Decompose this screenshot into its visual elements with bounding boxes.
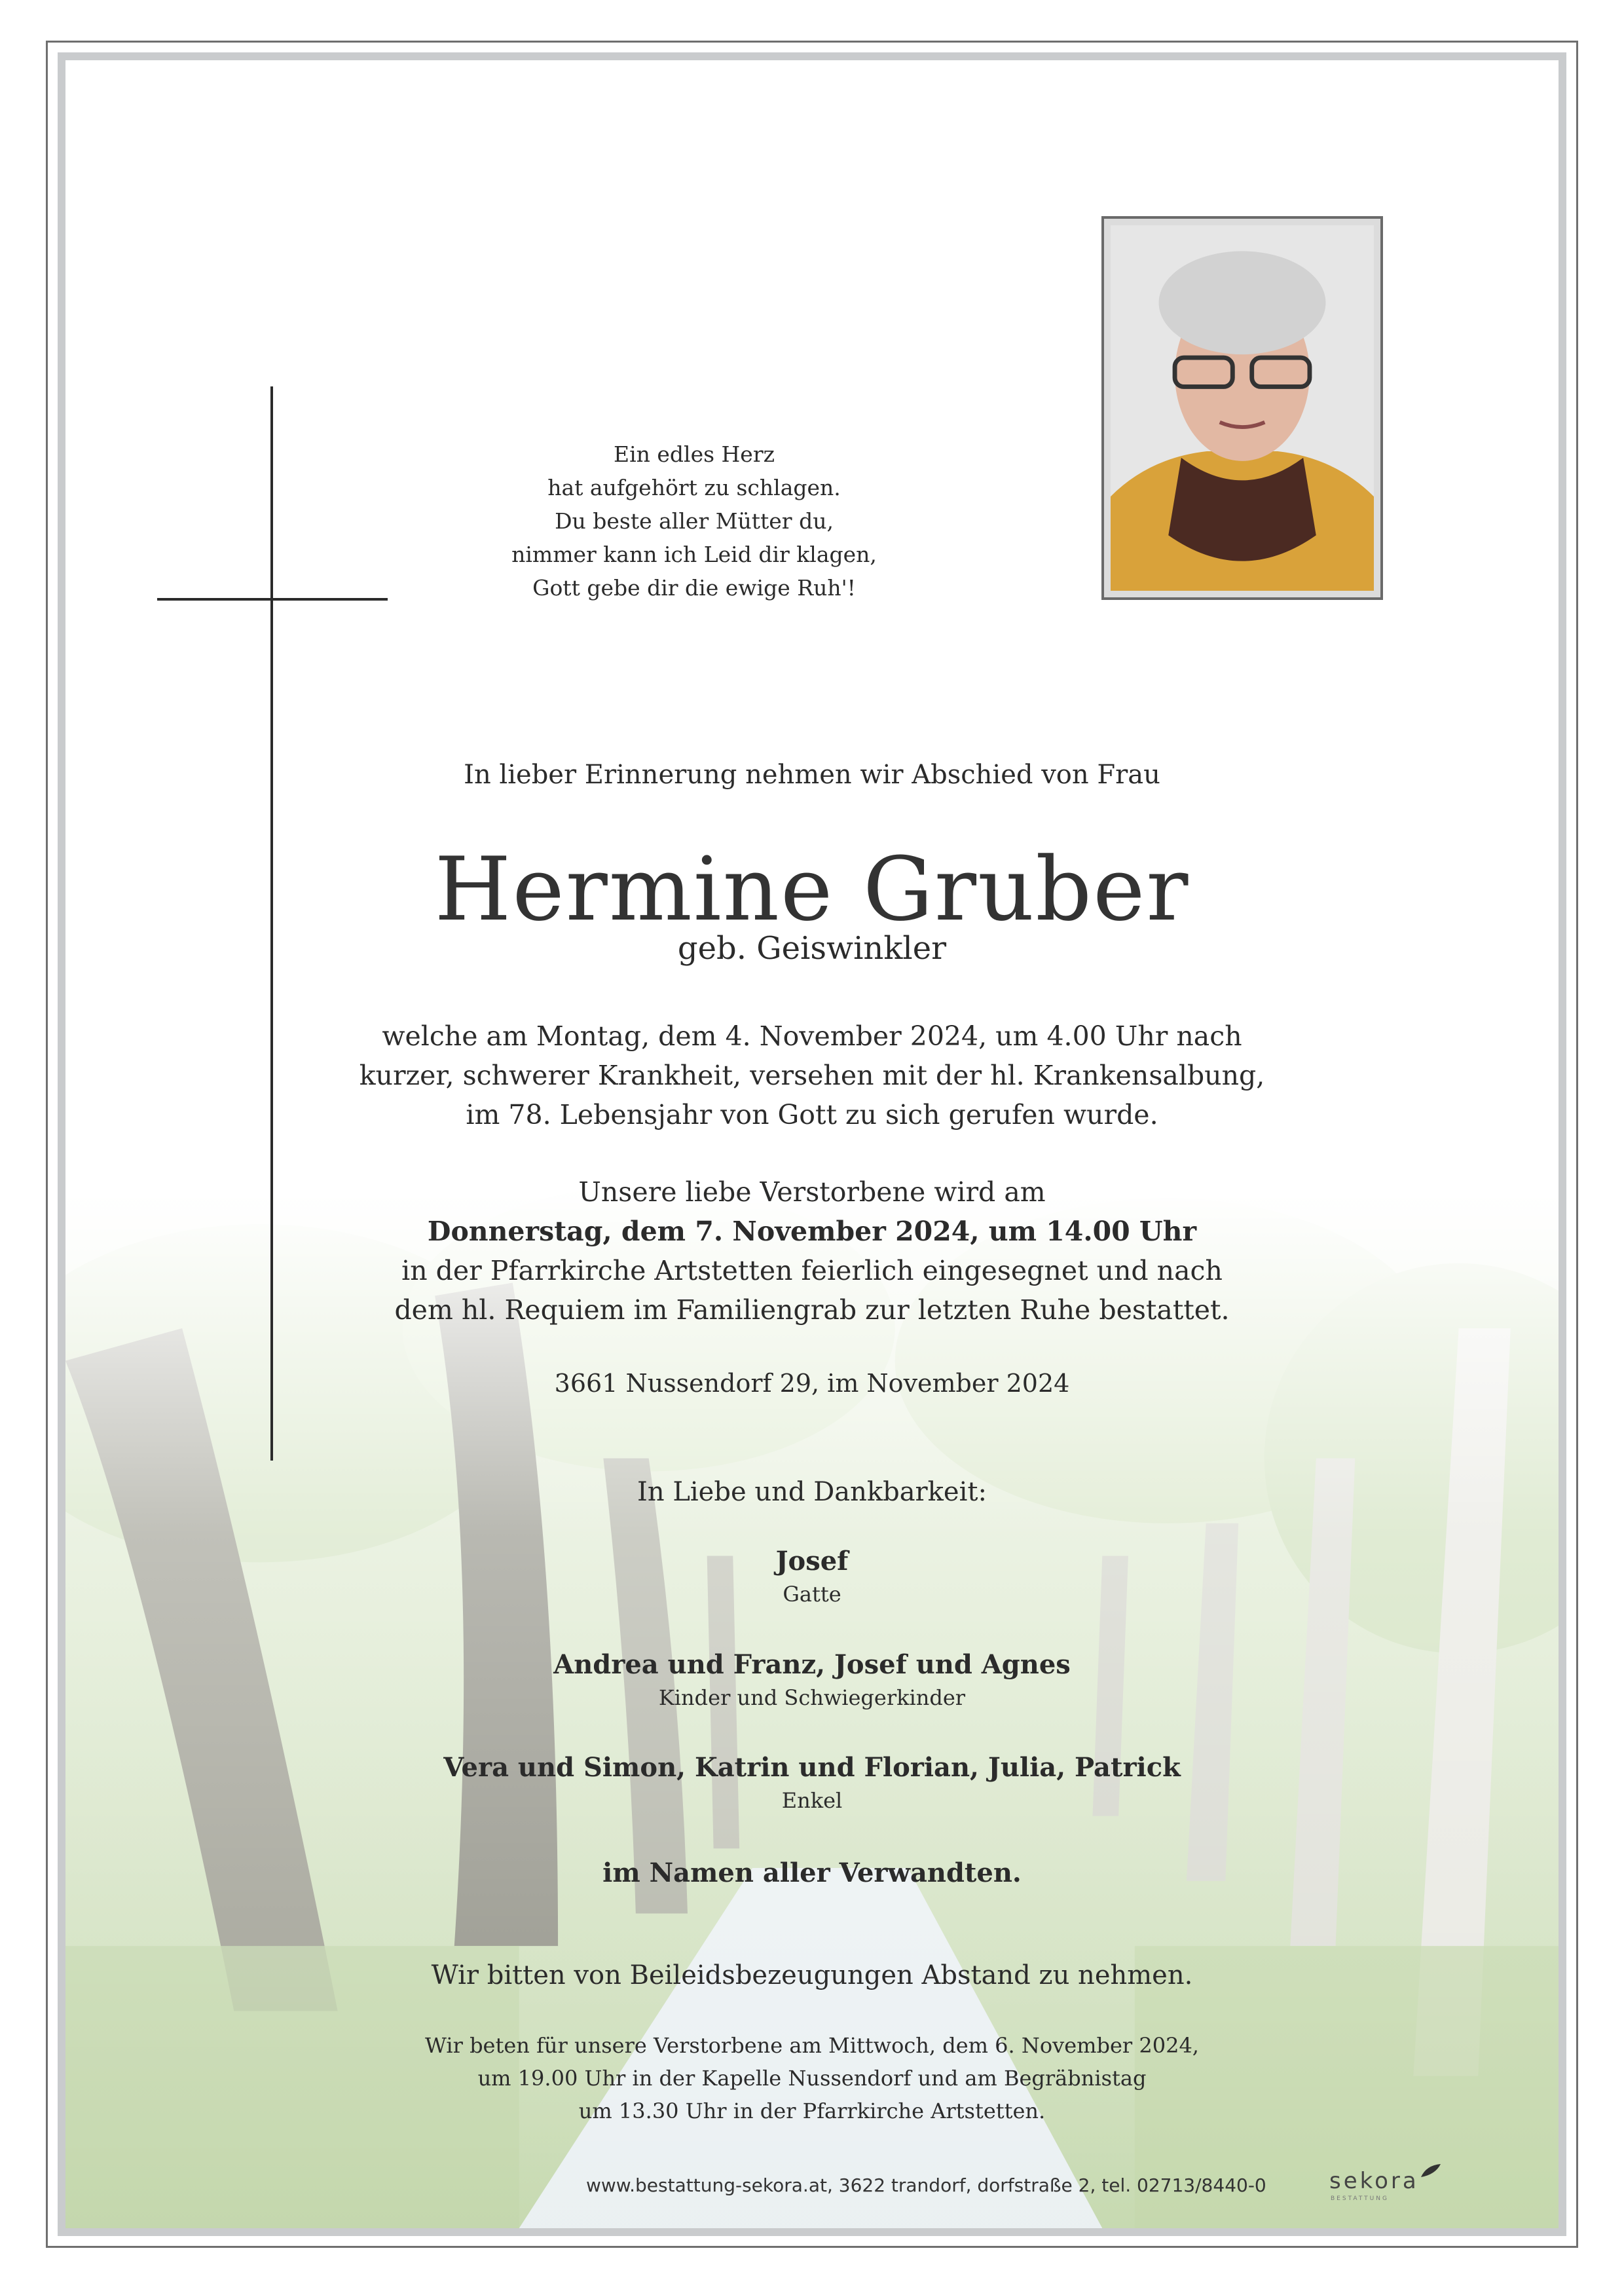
notice-line: kurzer, schwerer Krankheit, versehen mit der hl. Krankensalbung,: [359, 1060, 1265, 1091]
prayer-line: Wir beten für unsere Verstorbene am Mittwoch, dem 6. November 2024,: [425, 2033, 1199, 2058]
intro-text: In lieber Erinnerung nehmen wir Abschied von Frau: [464, 760, 1160, 790]
thanks-heading: In Liebe und Dankbarkeit:: [637, 1477, 987, 1507]
deceased-name: Hermine Gruber: [434, 838, 1190, 941]
cross-icon-bar: [157, 598, 388, 601]
funeral-line: in der Pfarrkirche Artstetten feierlich eingesegnet und nach: [401, 1255, 1223, 1286]
birth-name: geb. Geiswinkler: [677, 930, 947, 967]
footer-contact: www.bestattung-sekora.at, 3622 trandorf, dorfstraße 2, tel. 02713/8440-0: [586, 2174, 1266, 2196]
poem-line: Ein edles Herz: [613, 441, 775, 467]
notice-line: welche am Montag, dem 4. November 2024, um 4.00 Uhr nach: [382, 1020, 1242, 1052]
mourner-relation: Kinder und Schwiegerkinder: [658, 1685, 966, 1710]
mourner-names: Josef: [775, 1546, 849, 1577]
funeral-date: Donnerstag, dem 7. November 2024, um 14.00 Uhr: [427, 1216, 1197, 1247]
poem-line: hat aufgehört zu schlagen.: [547, 475, 841, 500]
mourner-group: [0, 1752, 1624, 1813]
prayer-notice: [0, 2029, 1624, 2127]
place-date: 3661 Nussendorf 29, im November 2024: [554, 1369, 1070, 1398]
mourner-group: [0, 1649, 1624, 1710]
condolence-request: Wir bitten von Beileidsbezeugungen Abstand zu nehmen.: [431, 1960, 1193, 1990]
poem-line: nimmer kann ich Leid dir klagen,: [511, 542, 877, 567]
mourner-relation: Gatte: [783, 1582, 841, 1607]
poem-line: Gott gebe dir die ewige Ruh'!: [532, 575, 856, 601]
prayer-line: um 19.00 Uhr in der Kapelle Nussendorf und am Begräbnistag: [477, 2066, 1147, 2091]
notice-line: im 78. Lebensjahr von Gott zu sich gerufen wurde.: [466, 1099, 1158, 1130]
mourner-relation: Enkel: [781, 1788, 843, 1813]
poem: [458, 438, 930, 605]
funeral-notice: [0, 1172, 1624, 1330]
funeral-line: Unsere liebe Verstorbene wird am: [578, 1176, 1046, 1208]
sekora-logo: sekora: [1329, 2168, 1419, 2194]
mourner-group: [0, 1546, 1624, 1607]
sekora-logo-subtitle: BESTATTUNG: [1331, 2195, 1389, 2202]
death-notice: [0, 1017, 1624, 1134]
poem-line: Du beste aller Mütter du,: [555, 508, 834, 534]
portrait-photo: [1101, 216, 1383, 600]
mourner-names: Vera und Simon, Katrin und Florian, Julia, Patrick: [443, 1752, 1181, 1783]
mourner-names: Andrea und Franz, Josef und Agnes: [553, 1649, 1071, 1680]
funeral-line: dem hl. Requiem im Familiengrab zur letzten Ruhe bestattet.: [394, 1294, 1230, 1326]
leaf-icon: [1420, 2163, 1442, 2178]
prayer-line: um 13.30 Uhr in der Pfarrkirche Artstetten.: [578, 2099, 1046, 2123]
all-relatives: im Namen aller Verwandten.: [602, 1857, 1022, 1888]
